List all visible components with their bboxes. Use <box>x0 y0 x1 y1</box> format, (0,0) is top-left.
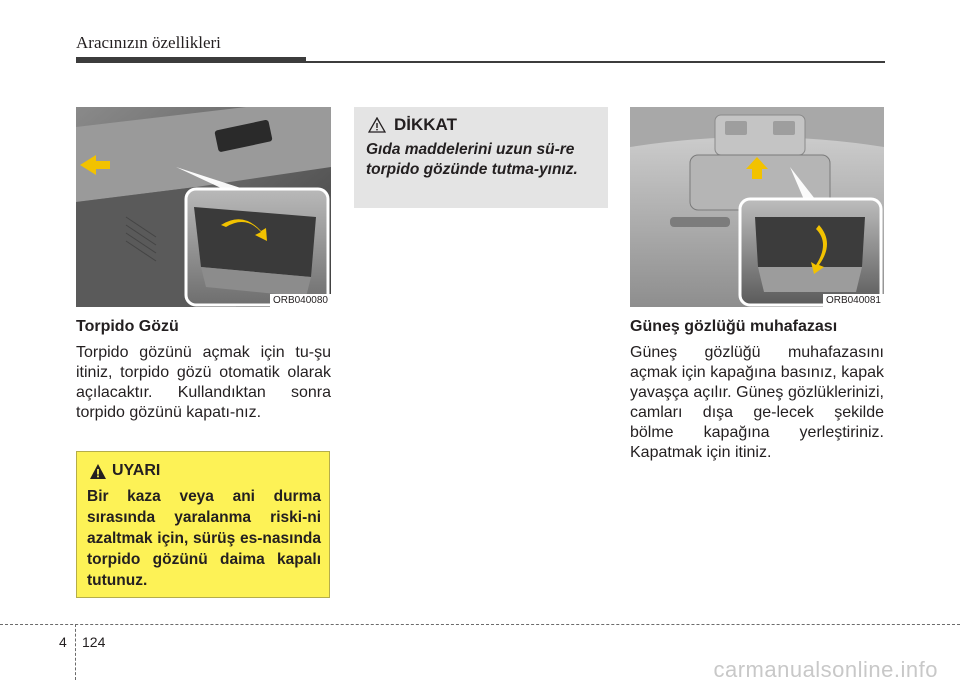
watermark-text: carmanualsonline.info <box>713 657 938 682</box>
sunglass-body-text: Güneş gözlüğü muhafazasını açmak için kapağına basınız, kapak yavaşça açılır. Güneş gözlüklerinizi, camları dışa ge-lecek şekilde bölme kapağına yerleştiriniz. Kapatmak için itiniz. <box>630 344 884 461</box>
footer-rule <box>0 624 960 625</box>
glovebox-body-text: Torpido gözünü açmak için tu-şu itiniz, torpido gözü otomatik olarak açılacaktır. Kullandıktan sonra torpido gözünü kapatı-nız. <box>76 344 331 421</box>
page-number: 124 <box>82 634 106 650</box>
glovebox-photo <box>76 107 331 307</box>
header-rule-thick <box>76 57 306 63</box>
glovebox-section-title: Torpido Gözü <box>76 318 179 335</box>
sunglass-holder-illustration <box>630 107 884 307</box>
sunglass-holder-photo <box>630 107 884 307</box>
warning-triangle-icon <box>90 464 106 479</box>
warning-box <box>76 451 330 598</box>
warning-heading <box>90 462 160 480</box>
footer-divider <box>75 624 76 680</box>
chapter-number: 4 <box>59 634 67 650</box>
caution-box <box>354 107 608 208</box>
figure-code: ORB040081 <box>823 294 884 307</box>
warning-heading-label: UYARI <box>112 462 161 479</box>
caution-heading <box>368 115 457 135</box>
sunglass-section-title: Güneş gözlüğü muhafazası <box>630 318 838 335</box>
glovebox-illustration <box>76 107 331 307</box>
caution-triangle-icon <box>368 117 386 133</box>
figure-code: ORB040080 <box>270 294 331 307</box>
caution-heading-label: DİKKAT <box>394 115 457 134</box>
page-header-title: Aracınızın özellikleri <box>76 33 221 52</box>
header-rule-thin <box>306 61 885 63</box>
caution-text: Gıda maddelerini uzun sü-re torpido gözünde tutma-yınız. <box>366 141 578 178</box>
warning-text: Bir kaza veya ani durma sırasında yaralanma riski-ni azaltmak için, sürüş es-nasında torpido gözünü daima kapalı tutunuz. <box>87 488 321 589</box>
